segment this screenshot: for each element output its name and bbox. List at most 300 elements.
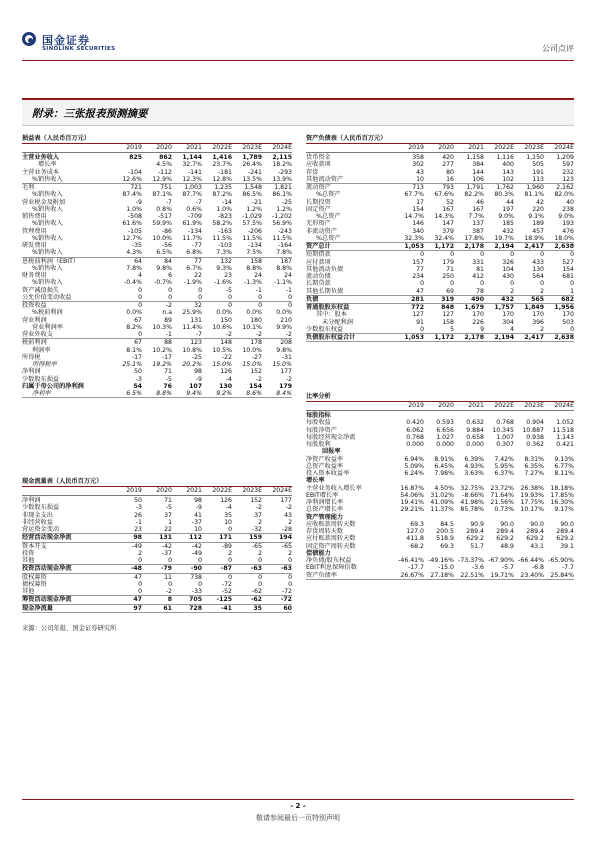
cell-value: 44 bbox=[506, 198, 514, 206]
cell-value: 1.0% bbox=[216, 205, 232, 213]
cell-value: 71 bbox=[164, 368, 172, 376]
cell-value: -2 bbox=[285, 375, 292, 383]
cell-value: 4.50% bbox=[434, 484, 454, 492]
table-row bbox=[306, 427, 574, 434]
cell-value: 15.0% bbox=[272, 361, 292, 368]
cell-value: 384 bbox=[472, 161, 484, 169]
cell-value: 7.3% bbox=[216, 249, 232, 257]
cell-value: 1,791 bbox=[466, 184, 484, 191]
cell-value: 2,417 bbox=[524, 334, 544, 341]
cell-value: -22 bbox=[221, 353, 232, 361]
cell-value: 289.4 bbox=[466, 528, 484, 535]
cell-value: 23.40% bbox=[520, 571, 544, 579]
cell-value: 9.0% bbox=[558, 213, 574, 220]
cell-value: 1,053 bbox=[404, 334, 424, 341]
cell-value: 503 bbox=[562, 318, 574, 326]
cell-value: 232 bbox=[562, 168, 574, 176]
year-header: 2024E bbox=[272, 487, 292, 494]
cell-value: 0.362 bbox=[526, 441, 544, 448]
cell-value: -105 bbox=[127, 227, 142, 235]
cell-value: 126 bbox=[220, 368, 232, 376]
table-row bbox=[22, 279, 292, 286]
year-header: 2023E bbox=[524, 144, 544, 151]
cell-value: 304 bbox=[502, 318, 514, 326]
year-header: 2022E bbox=[212, 487, 232, 494]
cell-value: 433 bbox=[532, 258, 544, 266]
table-row bbox=[306, 319, 574, 326]
cell-value: 71.64% bbox=[490, 491, 514, 499]
cell-value: 0 bbox=[138, 302, 142, 309]
row-label: 公允价值变动收益 bbox=[22, 293, 72, 301]
row-label: 投入资本收益率 bbox=[306, 470, 350, 477]
cell-value: 0 bbox=[228, 573, 232, 581]
cell-value: 629.2 bbox=[466, 535, 484, 543]
table-row bbox=[306, 235, 574, 243]
cell-value: 26.4% bbox=[242, 161, 262, 169]
cell-value: 43.1 bbox=[530, 542, 544, 550]
year-header-row bbox=[22, 487, 292, 496]
table-row bbox=[306, 243, 574, 251]
row-label: %销售收入 bbox=[32, 264, 63, 272]
cell-value: 289.4 bbox=[496, 528, 514, 535]
row-label: 流动负债 bbox=[306, 273, 331, 280]
cell-value: 2 bbox=[540, 287, 544, 295]
report-type: 公司点评 bbox=[542, 44, 574, 53]
cell-value: 177 bbox=[280, 497, 292, 504]
cell-value: 825 bbox=[129, 154, 142, 161]
cell-value: 67.6% bbox=[434, 191, 454, 199]
cell-value: 22 bbox=[164, 526, 172, 533]
cell-value: -206 bbox=[247, 227, 262, 235]
cell-value: 2 bbox=[258, 549, 262, 557]
cell-value: 126 bbox=[220, 497, 232, 504]
cell-value: 26 bbox=[134, 511, 142, 519]
row-label: %总资产 bbox=[316, 234, 341, 242]
cell-value: 69 bbox=[446, 287, 454, 295]
cell-value: -163 bbox=[217, 227, 232, 235]
cell-value: 154 bbox=[249, 382, 262, 390]
row-label: %总资产 bbox=[316, 191, 341, 199]
balance-sheet-table bbox=[306, 134, 574, 342]
table-row bbox=[306, 176, 574, 184]
cell-value: 2,194 bbox=[494, 243, 514, 250]
row-label: 营业利润率 bbox=[32, 323, 63, 331]
cell-value: -181 bbox=[217, 168, 232, 176]
table-row bbox=[306, 572, 574, 580]
cell-value: -1.1% bbox=[274, 279, 292, 287]
cell-value: 80.3% bbox=[494, 191, 514, 199]
cell-value: 16.30% bbox=[550, 499, 574, 506]
cell-value: 158 bbox=[442, 318, 454, 326]
cell-value: -2 bbox=[165, 588, 172, 595]
cell-value: 50 bbox=[134, 497, 142, 504]
table-title: 比率分析 bbox=[306, 393, 331, 400]
table-row bbox=[22, 565, 292, 573]
cell-value: -3 bbox=[135, 504, 142, 512]
cell-value: 0 bbox=[570, 280, 574, 288]
cell-value: 0 bbox=[570, 251, 574, 259]
year-header: 2021 bbox=[186, 144, 202, 151]
cell-value: -37 bbox=[191, 518, 202, 526]
table-row bbox=[22, 294, 292, 302]
cell-value: 358 bbox=[412, 154, 424, 161]
row-label: 应付款项 bbox=[306, 258, 331, 266]
cell-value: 54.06% bbox=[400, 491, 424, 499]
cell-value: 457 bbox=[532, 227, 544, 235]
row-label: 应付账款周转天数 bbox=[306, 535, 356, 543]
row-label: 其他长期负债 bbox=[306, 287, 344, 295]
table-row bbox=[22, 390, 292, 398]
cell-value: 0 bbox=[138, 293, 142, 301]
cell-value: 6.24% bbox=[404, 470, 424, 477]
cell-value: 187 bbox=[280, 257, 292, 265]
cell-value: 123 bbox=[562, 175, 574, 183]
cell-value: -134 bbox=[187, 227, 202, 235]
cell-value: 289.4 bbox=[556, 528, 574, 535]
cell-value: 10.345 bbox=[492, 426, 514, 434]
footer-disclaimer: 敬请参阅最后一页特别声明 bbox=[256, 814, 340, 822]
cell-value: 89 bbox=[164, 316, 172, 324]
row-label: 增长率 bbox=[38, 161, 57, 169]
cell-value: 147 bbox=[442, 220, 454, 228]
table-row bbox=[22, 176, 292, 184]
row-label: 债权募资 bbox=[22, 580, 47, 588]
cell-value: 772 bbox=[411, 304, 424, 311]
cell-value: 0.768 bbox=[406, 433, 424, 441]
cell-value: 81 bbox=[476, 265, 484, 273]
table-row bbox=[22, 317, 292, 324]
cell-value: 148 bbox=[220, 339, 232, 347]
cell-value: 1,158 bbox=[466, 154, 484, 161]
cell-value: 0 bbox=[168, 557, 172, 564]
cell-value: 131 bbox=[159, 534, 172, 542]
cell-value: 0 bbox=[138, 331, 142, 338]
cell-value: 10 bbox=[194, 526, 202, 533]
cell-value: 1,789 bbox=[242, 154, 262, 161]
cell-value: 12.8% bbox=[212, 175, 232, 183]
cell-value: 158 bbox=[250, 257, 262, 265]
cell-value: 5.09% bbox=[404, 462, 424, 470]
row-label: 净资产收益率 bbox=[306, 455, 344, 463]
cell-value: 98 bbox=[133, 534, 142, 542]
row-label: 非经营收益 bbox=[22, 518, 53, 526]
cell-value: 7.27% bbox=[524, 470, 544, 477]
cell-value: -49 bbox=[191, 549, 202, 557]
row-label: %税前利润 bbox=[32, 309, 63, 317]
cell-value: 0 bbox=[540, 251, 544, 259]
cell-value: 11.37% bbox=[430, 506, 454, 514]
year-header: 2022E bbox=[494, 402, 514, 409]
cell-value: 193 bbox=[562, 220, 574, 228]
cell-value: -823 bbox=[217, 213, 232, 220]
cell-value: -17.7 bbox=[407, 564, 424, 572]
cell-value: 18.2% bbox=[272, 161, 292, 169]
cell-value: 152 bbox=[250, 497, 262, 504]
table-row bbox=[22, 519, 292, 526]
cell-value: 102 bbox=[502, 175, 514, 183]
cell-value: -517 bbox=[157, 213, 172, 220]
table-row bbox=[306, 514, 574, 521]
cell-value: 61 bbox=[163, 604, 172, 612]
cell-value: 1,956 bbox=[554, 304, 574, 311]
cash-flow-table bbox=[22, 477, 292, 613]
cell-value: 0 bbox=[510, 251, 514, 259]
cell-value: 154 bbox=[562, 265, 574, 273]
cell-value: 8.8% bbox=[276, 264, 292, 272]
cell-value: 518.9 bbox=[436, 535, 454, 543]
cell-value: 130 bbox=[219, 382, 232, 390]
cell-value: 476 bbox=[562, 227, 574, 235]
cell-value: 170 bbox=[472, 311, 484, 319]
cell-value: 32 bbox=[194, 302, 202, 309]
cell-value: 0 bbox=[258, 557, 262, 564]
cell-value: 629.2 bbox=[526, 535, 544, 543]
cell-value: 131 bbox=[190, 316, 202, 324]
cell-value: 9.9% bbox=[276, 323, 292, 331]
source-note: 来源：公司年报、国金证券研究所 bbox=[22, 625, 117, 632]
row-label: %销售收入 bbox=[32, 234, 63, 242]
cell-value: 0 bbox=[198, 580, 202, 588]
cell-value: -1 bbox=[135, 518, 142, 526]
row-label: 研发费用 bbox=[22, 242, 47, 249]
header-divider bbox=[22, 60, 574, 61]
cell-value: -87 bbox=[220, 565, 232, 573]
cell-value: -0.7% bbox=[154, 279, 172, 287]
cell-value: 1,548 bbox=[244, 184, 262, 191]
cell-value: 97 bbox=[133, 604, 142, 612]
cell-value: -67.90% bbox=[488, 557, 514, 564]
year-header: 2019 bbox=[408, 144, 424, 151]
year-header: 2022E bbox=[494, 144, 514, 151]
cell-value: 7.8% bbox=[276, 249, 292, 257]
row-label: 营运资金变动 bbox=[22, 526, 60, 533]
year-header: 2023E bbox=[242, 144, 262, 151]
row-label: 偿债能力 bbox=[306, 549, 331, 557]
cell-value: 71 bbox=[446, 265, 454, 273]
cell-value: 1,172 bbox=[434, 334, 454, 341]
row-label: 每股收益 bbox=[306, 419, 331, 427]
cell-value: 40 bbox=[566, 198, 574, 206]
table-row bbox=[306, 228, 574, 235]
income-statement-table bbox=[22, 134, 292, 398]
row-label: 主营业务收入 bbox=[22, 154, 60, 161]
cell-value: 8.91% bbox=[434, 455, 454, 463]
cell-value: 2,194 bbox=[494, 334, 514, 341]
cell-value: 12.9% bbox=[152, 175, 172, 183]
table-row bbox=[306, 470, 574, 477]
table-row bbox=[22, 354, 292, 361]
table-row bbox=[22, 249, 292, 257]
cell-value: 2,178 bbox=[464, 334, 484, 341]
row-label: 负债股东权益合计 bbox=[306, 334, 356, 341]
cell-value: 6.5% bbox=[126, 390, 142, 397]
row-label: 其他流动负债 bbox=[306, 265, 344, 273]
table-row bbox=[306, 288, 574, 296]
row-label: %销售收入 bbox=[32, 205, 63, 213]
cell-value: 154 bbox=[412, 205, 424, 213]
cell-value: -1,202 bbox=[272, 213, 292, 220]
cell-value: 0 bbox=[228, 526, 232, 533]
cell-value: -103 bbox=[217, 242, 232, 249]
cell-value: -4 bbox=[225, 504, 232, 512]
table-heading bbox=[306, 392, 574, 402]
cell-value: 25.1% bbox=[122, 361, 142, 368]
cell-value: 88 bbox=[164, 339, 172, 347]
cell-value: 277 bbox=[442, 161, 454, 169]
cell-value: -7 bbox=[165, 198, 172, 206]
row-label: 应收账款周转天数 bbox=[306, 520, 356, 528]
cell-value: -2 bbox=[255, 375, 262, 383]
cell-value: 10.887 bbox=[522, 426, 544, 434]
cell-value: 127 bbox=[442, 311, 454, 319]
row-label: 归属于母公司的净利润 bbox=[22, 382, 84, 390]
row-label: 每股经营现金净流 bbox=[306, 433, 356, 441]
cell-value: -0.4% bbox=[124, 279, 142, 287]
cell-value: -89 bbox=[221, 542, 232, 550]
year-header: 2023E bbox=[242, 487, 262, 494]
cell-value: 98 bbox=[194, 497, 202, 504]
cell-value: 1,762 bbox=[496, 184, 514, 191]
cell-value: 107 bbox=[189, 382, 202, 390]
cell-value: 10.5% bbox=[212, 346, 232, 354]
cell-value: -243 bbox=[277, 227, 292, 235]
cell-value: 80 bbox=[446, 168, 454, 176]
cell-value: 170 bbox=[532, 311, 544, 319]
cell-value: 1,757 bbox=[494, 304, 514, 311]
cell-value: 0.0% bbox=[216, 309, 232, 317]
cell-value: 82.0% bbox=[554, 191, 574, 199]
row-label: 资产减值损失 bbox=[22, 286, 60, 294]
year-header-row bbox=[306, 144, 574, 153]
cell-value: 6.656 bbox=[436, 426, 454, 434]
cell-value: 490 bbox=[471, 295, 484, 303]
cell-value: 37 bbox=[164, 511, 172, 519]
cell-value: 19.93% bbox=[520, 491, 544, 499]
cell-value: 98 bbox=[194, 368, 202, 376]
cell-value: 78 bbox=[476, 287, 484, 295]
cell-value: 1,053 bbox=[404, 243, 424, 250]
table-row bbox=[306, 169, 574, 176]
table-row bbox=[306, 448, 574, 455]
cell-value: 191 bbox=[532, 168, 544, 176]
cell-value: -1,029 bbox=[242, 213, 262, 220]
cell-value: 68.2 bbox=[410, 542, 424, 550]
year-header-row bbox=[22, 144, 292, 153]
cell-value: 25.9% bbox=[182, 309, 202, 317]
cell-value: 15.0% bbox=[242, 361, 262, 368]
cell-value: 411.8 bbox=[406, 535, 424, 543]
cell-value: 1.052 bbox=[556, 419, 574, 427]
cell-value: -293 bbox=[277, 168, 292, 176]
cell-value: 112 bbox=[189, 534, 202, 542]
cell-value: 5.95% bbox=[494, 462, 514, 470]
table-row bbox=[306, 259, 574, 266]
cell-value: 629.2 bbox=[556, 535, 574, 543]
row-label: 总资产增长率 bbox=[306, 506, 344, 514]
cell-value: 4.3% bbox=[126, 249, 142, 257]
cell-value: -6.8 bbox=[531, 564, 544, 572]
cell-value: -15.0 bbox=[437, 564, 454, 572]
row-label: 未分配利润 bbox=[322, 318, 353, 326]
cell-value: 0 bbox=[480, 280, 484, 288]
cell-value: 77 bbox=[194, 257, 202, 265]
cell-value: 35 bbox=[253, 604, 262, 612]
year-header: 2020 bbox=[438, 144, 454, 151]
cell-value: -86 bbox=[161, 227, 172, 235]
cell-value: 69.3 bbox=[440, 542, 454, 550]
logo-icon bbox=[22, 32, 36, 46]
table-row bbox=[306, 535, 574, 542]
row-label: %销售收入 bbox=[32, 279, 63, 287]
cell-value: -164 bbox=[277, 242, 292, 249]
cell-value: 47 bbox=[133, 596, 142, 604]
cell-value: 90.0 bbox=[500, 520, 514, 528]
cell-value: 1,172 bbox=[434, 243, 454, 250]
cell-value: 2 bbox=[288, 549, 292, 557]
cell-value: 150 bbox=[220, 316, 232, 324]
cell-value: -5 bbox=[165, 504, 172, 512]
cell-value: -17 bbox=[161, 353, 172, 361]
row-label: 资本开支 bbox=[22, 542, 47, 550]
year-header: 2019 bbox=[408, 402, 424, 409]
cell-value: 46 bbox=[476, 198, 484, 206]
cell-value: 143 bbox=[502, 168, 514, 176]
table-row bbox=[22, 235, 292, 242]
footer-divider bbox=[22, 799, 574, 800]
cell-value: 527 bbox=[562, 258, 574, 266]
row-label: 管理费用 bbox=[22, 227, 47, 235]
cell-value: -1 bbox=[165, 331, 172, 338]
cell-value: 210 bbox=[280, 316, 292, 324]
cell-value: 1.143 bbox=[556, 433, 574, 441]
cell-value: -42 bbox=[161, 542, 172, 550]
table-row bbox=[306, 550, 574, 557]
cell-value: 682 bbox=[561, 295, 574, 303]
cell-value: 189 bbox=[532, 220, 544, 228]
cell-value: -49.16% bbox=[428, 557, 454, 564]
cell-value: 15.0% bbox=[212, 361, 232, 368]
cell-value: 0.658 bbox=[466, 433, 484, 441]
cell-value: 19.71% bbox=[490, 571, 514, 579]
cell-value: 7.42% bbox=[494, 455, 514, 463]
row-label: EBIT增长率 bbox=[306, 491, 339, 499]
cell-value: 0 bbox=[258, 302, 262, 309]
table-row bbox=[22, 161, 292, 168]
row-label: 其中：股本 bbox=[316, 311, 347, 319]
table-row bbox=[306, 206, 574, 213]
cell-value: 0 bbox=[570, 325, 574, 333]
cell-value: 0.000 bbox=[406, 441, 424, 448]
table-row bbox=[22, 258, 292, 265]
cell-value: 420 bbox=[442, 154, 454, 161]
row-label: %销售收入 bbox=[32, 249, 63, 257]
cell-value: -77 bbox=[191, 242, 202, 249]
cell-value: -1.6% bbox=[214, 279, 232, 287]
cell-value: 0 bbox=[228, 293, 232, 301]
cell-value: 61.6% bbox=[122, 220, 142, 228]
cell-value: 25.84% bbox=[550, 571, 574, 579]
cell-value: 0 bbox=[168, 580, 172, 588]
row-label: 营业利润 bbox=[22, 316, 47, 324]
row-label: 存货周转天数 bbox=[306, 528, 344, 535]
cell-value: 19.41% bbox=[400, 499, 424, 506]
cell-value: -56 bbox=[161, 242, 172, 249]
cell-value: 1,116 bbox=[496, 154, 514, 161]
cell-value: 0 bbox=[198, 293, 202, 301]
cell-value: 302 bbox=[412, 161, 424, 169]
cell-value: 430 bbox=[502, 273, 514, 280]
cell-value: 0.0% bbox=[276, 309, 292, 317]
